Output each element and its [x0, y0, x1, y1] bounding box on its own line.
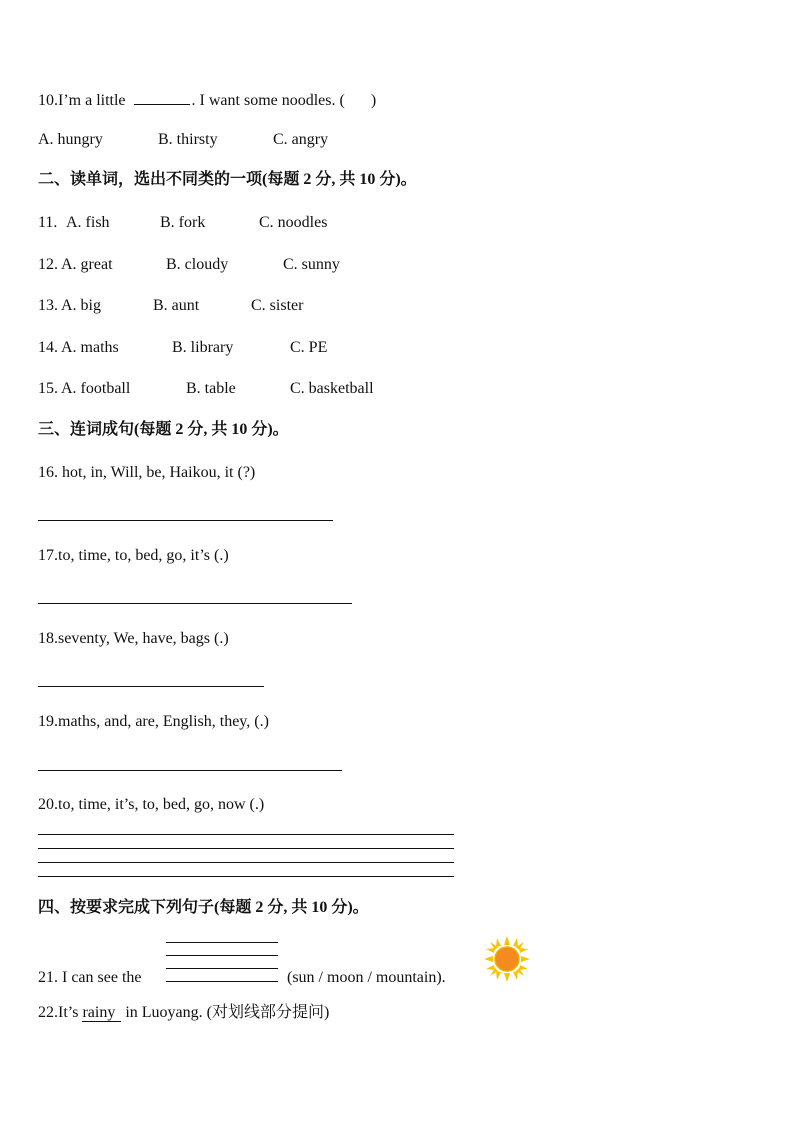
q22-suffix: in Luoyang. (对划线部分提问) [121, 1004, 330, 1021]
q10-stem-end: . I want some noodles. ( [191, 92, 345, 109]
q17-answer-line[interactable] [38, 603, 352, 604]
q20-answer-line-2[interactable] [38, 848, 454, 849]
q21-stem: 21. I can see the [38, 969, 142, 986]
q20-answer-line-4[interactable] [38, 876, 454, 877]
q10-paren-close: ) [370, 92, 377, 109]
q19-answer-line[interactable] [38, 770, 342, 771]
q12-option-c[interactable]: C. sunny [283, 256, 340, 273]
q15-number: 15. [38, 380, 58, 397]
q13-option-c[interactable]: C. sister [251, 297, 304, 314]
q14-option-a[interactable]: A. maths [61, 339, 119, 356]
question-16: 16. hot, in, Will, be, Haikou, it (?) [38, 464, 256, 481]
q22-prefix: 22.It’s [38, 1004, 83, 1021]
question-19: 19.maths, and, are, English, they, (.) [38, 713, 269, 730]
q10-answer-blank[interactable] [134, 88, 190, 105]
q10-option-a[interactable]: A. hungry [38, 131, 103, 148]
q13-number: 13. [38, 297, 58, 314]
q18-answer-line[interactable] [38, 686, 264, 687]
q15-option-c[interactable]: C. basketball [290, 380, 374, 397]
section-4-title: 四、按要求完成下列句子(每题 2 分, 共 10 分)。 [38, 899, 369, 916]
q10-option-b[interactable]: B. thirsty [158, 131, 218, 148]
q14-option-b[interactable]: B. library [172, 339, 234, 356]
q21-writing-line-3[interactable] [166, 968, 278, 969]
question-22 [38, 1003, 329, 1023]
question-10 [38, 88, 376, 111]
q21-choices: (sun / moon / mountain). [287, 969, 446, 986]
q21-writing-line-2[interactable] [166, 955, 278, 956]
q11-option-a[interactable]: A. fish [66, 214, 110, 231]
question-18: 18.seventy, We, have, bags (.) [38, 630, 229, 647]
question-20: 20.to, time, it’s, to, bed, go, now (.) [38, 796, 265, 813]
question-17: 17.to, time, to, bed, go, it’s (.) [38, 547, 229, 564]
q16-answer-line[interactable] [38, 520, 333, 521]
sun-icon [484, 936, 530, 982]
q11-option-c[interactable]: C. noodles [259, 214, 328, 231]
q13-option-b[interactable]: B. aunt [153, 297, 200, 314]
q14-option-c[interactable]: C. PE [290, 339, 328, 356]
section-2-title: 二、读单词，选出不同类的一项(每题 2 分, 共 10 分)。 [38, 171, 417, 188]
q20-answer-line-1[interactable] [38, 834, 454, 835]
q10-option-c[interactable]: C. angry [273, 131, 329, 148]
q10-stem-start: 10.I’m a little [38, 92, 126, 109]
q11-number: 11. [38, 214, 58, 231]
q14-number: 14. [38, 339, 58, 356]
q12-option-b[interactable]: B. cloudy [166, 256, 229, 273]
q13-option-a[interactable]: A. big [61, 297, 101, 314]
q21-writing-line-1[interactable] [166, 942, 278, 943]
q21-writing-line-4[interactable] [166, 981, 278, 982]
q15-option-b[interactable]: B. table [186, 380, 236, 397]
section-3-title: 三、连词成句(每题 2 分, 共 10 分)。 [38, 421, 289, 438]
q15-option-a[interactable]: A. football [61, 380, 131, 397]
q12-number: 12. [38, 256, 58, 273]
q20-answer-line-3[interactable] [38, 862, 454, 863]
q22-underlined-word: rainy [82, 1005, 121, 1022]
q11-option-b[interactable]: B. fork [160, 214, 206, 231]
q12-option-a[interactable]: A. great [61, 256, 113, 273]
